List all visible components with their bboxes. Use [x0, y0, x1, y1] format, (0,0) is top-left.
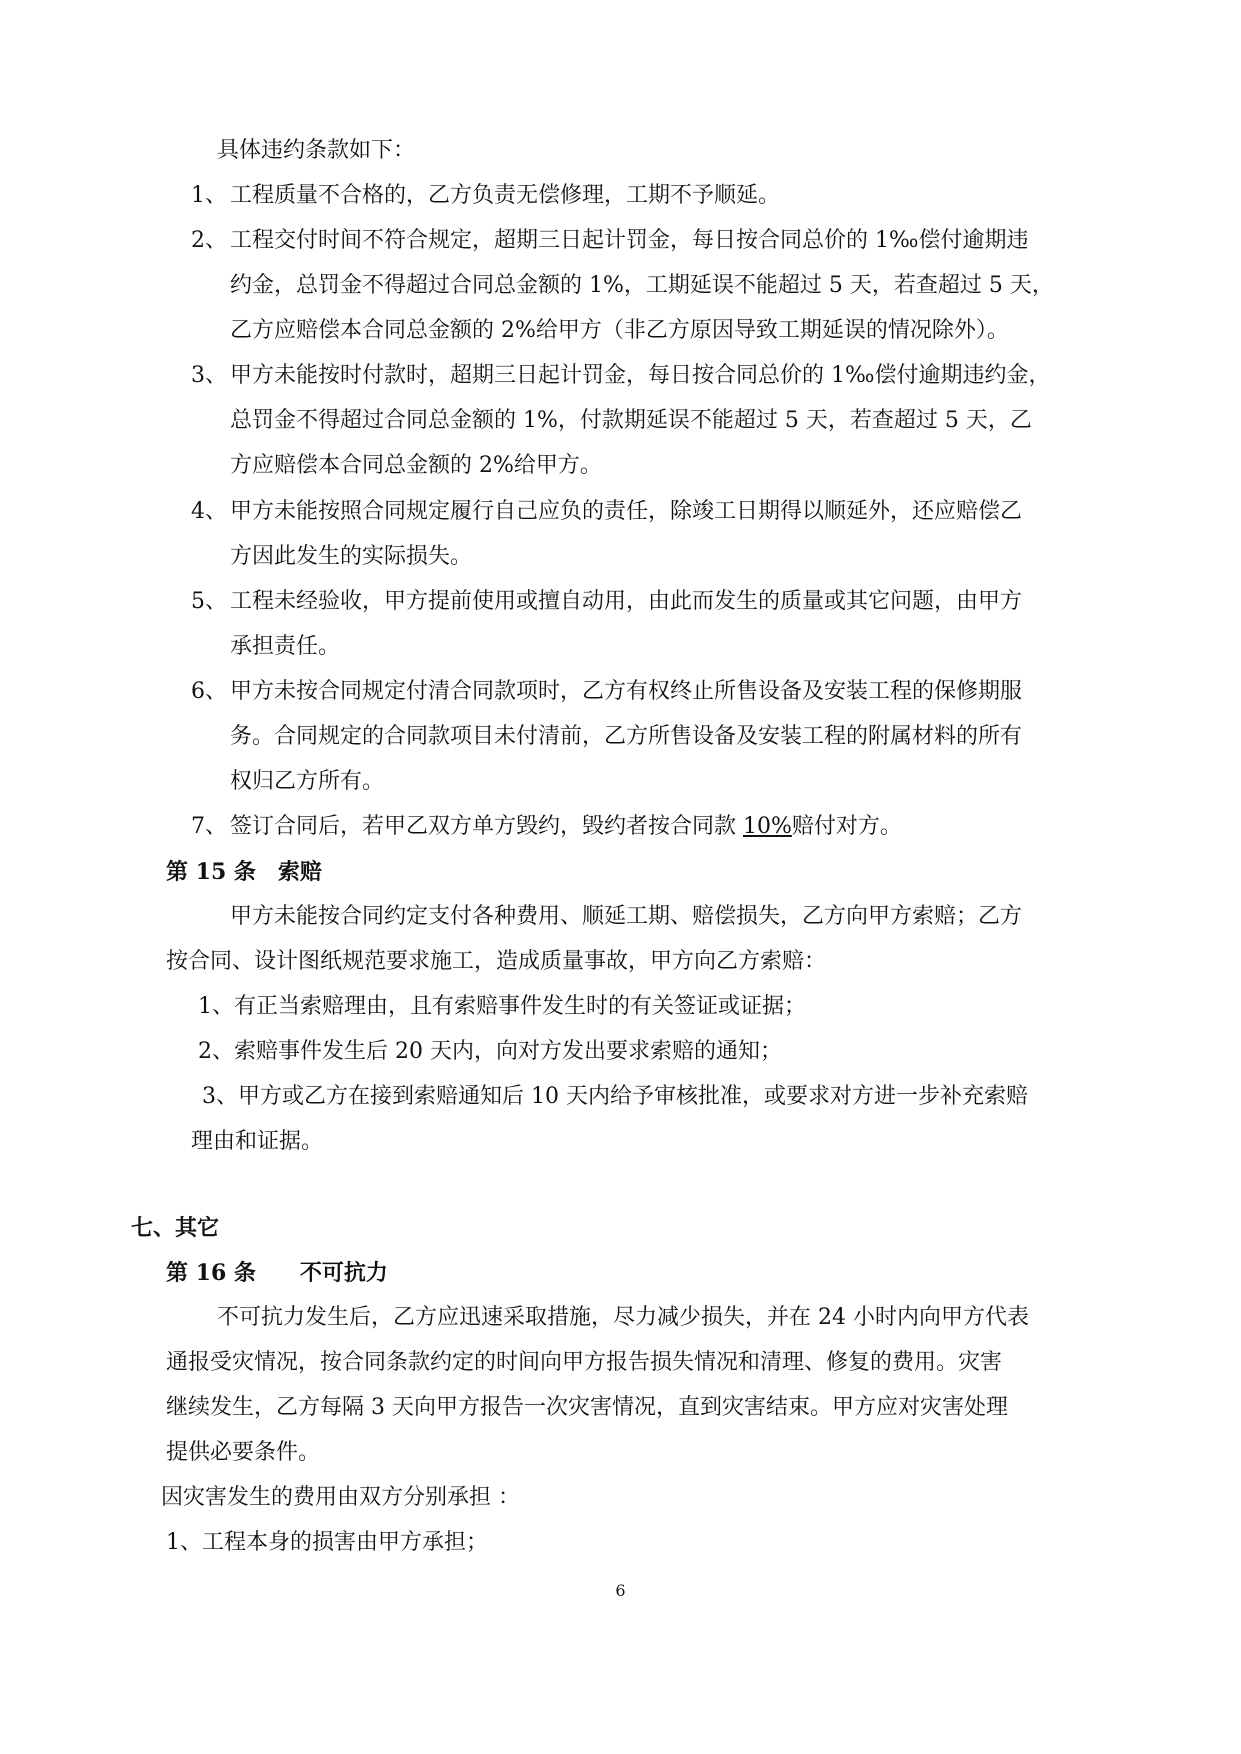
article-16-paragraph: 继续发生，乙方每隔 3 天向甲方报告一次灾害情况，直到灾害结束。甲方应对灾害处理 — [166, 1395, 1008, 1420]
clause-number: 3、 — [191, 363, 227, 388]
clause-number: 6、 — [191, 679, 227, 704]
clause-1-line: 工程质量不合格的，乙方负责无偿修理，工期不予顺延。 — [230, 183, 781, 208]
claim-item: 3、甲方或乙方在接到索赔通知后 10 天内给予审核批准，或要求对方进一步补充索赔 — [202, 1084, 1028, 1109]
clause-7-line — [230, 812, 902, 842]
clause-5-line: 承担责任。 — [230, 634, 341, 659]
breach-intro: 具体违约条款如下： — [217, 138, 416, 163]
clause-7-text: 签订合同后，若甲乙双方单方毁约，毁约者按合同款 — [230, 814, 743, 839]
clause-number: 4、 — [191, 499, 227, 524]
penalty-rate: 10% — [743, 814, 792, 839]
claim-item: 1、有正当索赔理由，且有索赔事件发生时的有关签证或证据； — [198, 994, 806, 1019]
claim-item: 2、索赔事件发生后 20 天内，向对方发出要求索赔的通知； — [198, 1039, 782, 1064]
clause-4-line: 方因此发生的实际损失。 — [230, 544, 473, 569]
clause-number: 5、 — [191, 589, 227, 614]
clause-3-line: 方应赔偿本合同总金额的 2%给甲方。 — [230, 453, 602, 478]
clause-2-line: 约金，总罚金不得超过合同总金额的 1%，工期延误不能超过 5 天，若查超过 5 天， — [230, 273, 1054, 298]
clause-6-line: 务。合同规定的合同款项目未付清前，乙方所售设备及安装工程的附属材料的所有 — [230, 724, 1023, 749]
cost-item: 1、工程本身的损害由甲方承担； — [166, 1530, 488, 1555]
article-16-paragraph: 提供必要条件。 — [166, 1440, 321, 1465]
clause-6-line: 甲方未按合同规定付清合同款项时，乙方有权终止所售设备及安装工程的保修期服 — [230, 679, 1023, 704]
clause-2-line: 工程交付时间不符合规定，超期三日起计罚金，每日按合同总价的 1‰偿付逾期违 — [230, 228, 1029, 253]
article-15-paragraph: 按合同、设计图纸规范要求施工，造成质量事故，甲方向乙方索赔： — [166, 949, 827, 974]
clause-number: 7、 — [191, 814, 227, 839]
page-number: 6 — [615, 1581, 626, 1600]
clause-2-line: 乙方应赔偿本合同总金额的 2%给甲方（非乙方原因导致工期延误的情况除外）。 — [230, 318, 1009, 343]
cost-intro: 因灾害发生的费用由双方分别承担 ： — [161, 1485, 520, 1510]
clause-5-line: 工程未经验收，甲方提前使用或擅自动用，由此而发生的质量或其它问题，由甲方 — [230, 589, 1023, 614]
clause-6-line: 权归乙方所有。 — [230, 769, 385, 794]
article-16-heading: 第 16 条 不可抗力 — [166, 1260, 388, 1286]
article-16-paragraph: 通报受灾情况，按合同条款约定的时间向甲方报告损失情况和清理、修复的费用。灾害 — [166, 1350, 1003, 1375]
section-heading: 七、其它 — [131, 1215, 220, 1241]
article-16-paragraph: 不可抗力发生后，乙方应迅速采取措施，尽力减少损失，并在 24 小时内向甲方代表 — [217, 1305, 1029, 1330]
article-15-heading: 第 15 条 索赔 — [166, 859, 322, 885]
clause-3-line: 甲方未能按时付款时，超期三日起计罚金，每日按合同总价的 1‰偿付逾期违约金， — [230, 363, 1051, 388]
clause-7-text-end: 赔付对方。 — [791, 814, 902, 839]
clause-4-line: 甲方未能按照合同规定履行自己应负的责任，除竣工日期得以顺延外，还应赔偿乙 — [230, 499, 1023, 524]
clause-3-line: 总罚金不得超过合同总金额的 1%，付款期延误不能超过 5 天，若查超过 5 天，乙 — [230, 408, 1032, 433]
clause-number: 1、 — [191, 183, 227, 208]
clause-number: 2、 — [191, 228, 227, 253]
claim-item: 理由和证据。 — [191, 1129, 324, 1154]
article-15-paragraph: 甲方未能按合同约定支付各种费用、顺延工期、赔偿损失，乙方向甲方索赔；乙方 — [230, 904, 1023, 929]
